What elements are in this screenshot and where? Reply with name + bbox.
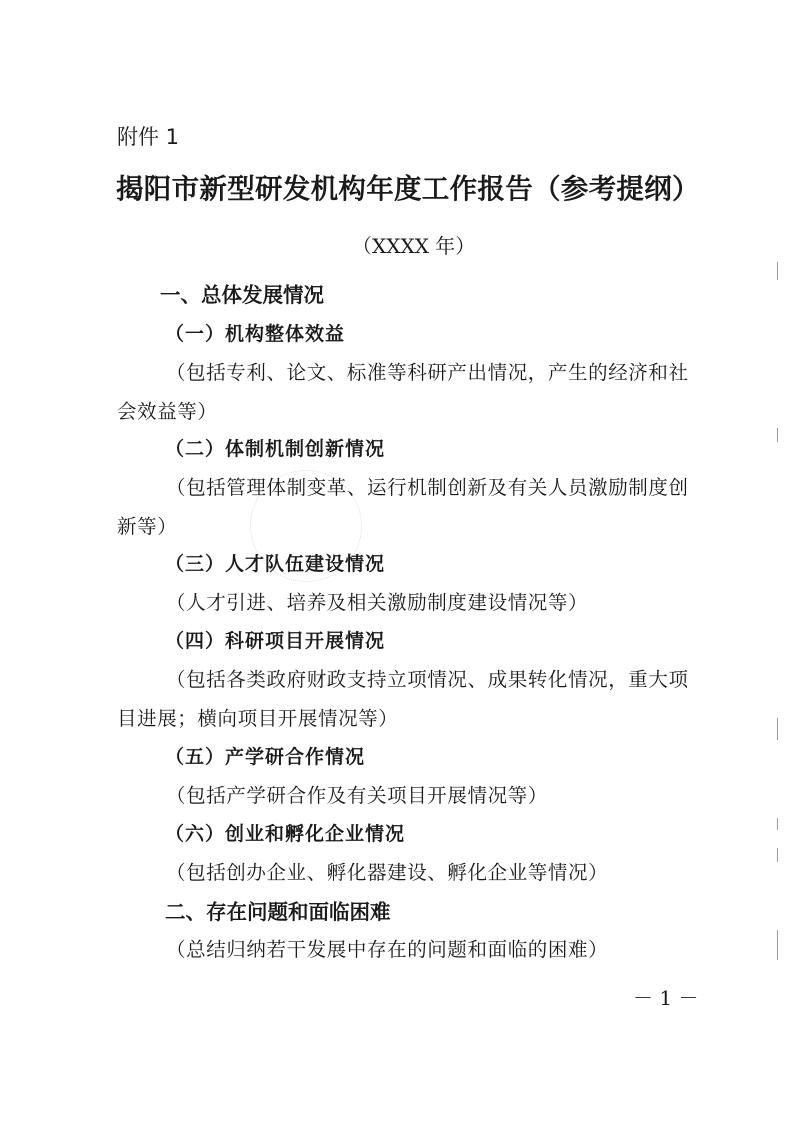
scan-artifact	[777, 718, 778, 740]
section-1-1-heading: （一）机构整体效益	[165, 323, 346, 345]
section-1-5-heading: （五）产学研合作情况	[165, 746, 366, 768]
scan-artifact	[777, 930, 778, 960]
section-1-1-text-cont: 会效益等）	[117, 400, 218, 423]
document-subtitle: （XXXX 年）	[352, 234, 476, 258]
section-2-text: （总结归纳若干发展中存在的问题和面临的困难）	[166, 938, 609, 961]
section-1-6-heading: （六）创业和孵化企业情况	[165, 823, 406, 845]
section-1-6-text: （包括创办企业、孵化器建设、孵化企业等情况）	[166, 861, 609, 884]
section-1-4-text-cont: 目进展；横向项目开展情况等）	[117, 707, 399, 730]
scan-artifact	[777, 428, 778, 442]
section-2-heading: 二、存在问题和面临困难	[165, 900, 391, 924]
section-1-heading: 一、总体发展情况	[160, 283, 324, 307]
section-1-5-text: （包括产学研合作及有关项目开展情况等）	[166, 784, 548, 807]
page-number: － 1 －	[633, 986, 699, 1010]
section-1-2-text: （包括管理体制变革、运行机制创新及有关人员激励制度创	[166, 476, 689, 499]
section-1-3-heading: （三）人才队伍建设情况	[165, 553, 386, 575]
section-1-4-text: （包括各类政府财政支持立项情况、成果转化情况，重大项	[166, 668, 689, 691]
attachment-label: 附件 1	[117, 125, 180, 149]
section-1-4-heading: （四）科研项目开展情况	[165, 630, 386, 652]
document-title: 揭阳市新型研发机构年度工作报告（参考提纲）	[116, 173, 700, 205]
scan-artifact	[777, 848, 778, 862]
section-1-1-text: （包括专利、论文、标准等科研产出情况，产生的经济和社	[166, 361, 689, 384]
section-1-2-text-cont: 新等）	[117, 515, 178, 538]
scan-artifact	[777, 818, 778, 830]
section-1-3-text: （人才引进、培养及相关激励制度建设情况等）	[166, 591, 589, 614]
scan-artifact	[777, 262, 778, 280]
section-1-2-heading: （二）体制机制创新情况	[165, 438, 386, 460]
